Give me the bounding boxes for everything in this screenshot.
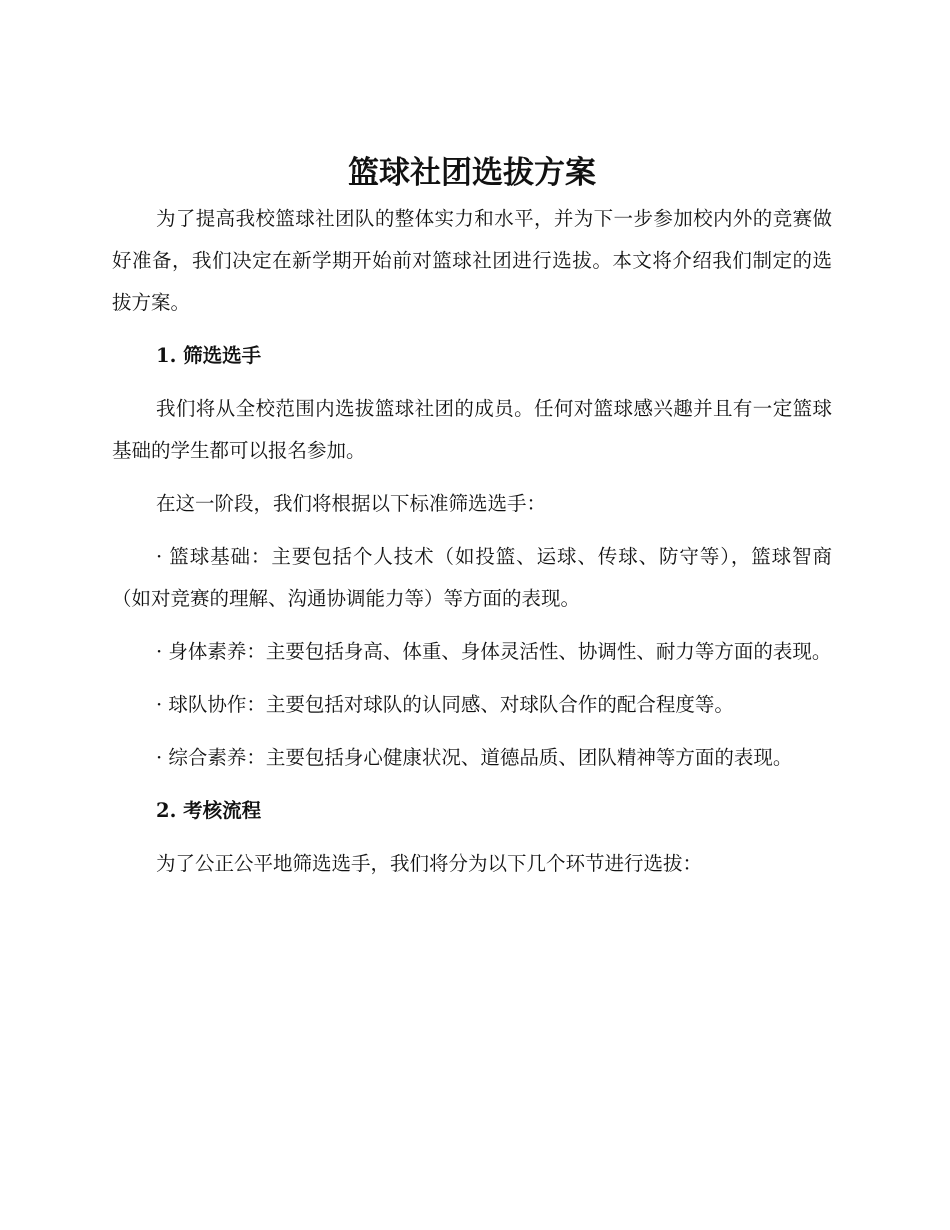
document-page [112,148,832,885]
spacer [112,525,832,536]
spacer [112,779,832,790]
section-heading-screening: 1. 筛选选手 [156,344,262,367]
spacer [112,832,832,843]
intro-paragraph: 为了提高我校篮球社团队的整体实力和水平，并为下一步参加校内外的竞赛做好准备，我们决定在新学期开始前对篮球社团进行选拔。本文将介绍我们制定的选拔方案。 [112,207,832,314]
criteria-item-overall: · 综合素养：主要包括身心健康状况、道德品质、团队精神等方面的表现。 [156,746,793,769]
spacer [112,472,832,483]
process-paragraph-1: 为了公正公平地筛选选手，我们将分为以下几个环节进行选拔： [156,852,703,875]
spacer [112,726,832,737]
spacer [112,377,832,388]
section-heading-process: 2. 考核流程 [156,799,262,822]
spacer [112,673,832,684]
screening-paragraph-2: 在这一阶段，我们将根据以下标准筛选选手： [156,492,547,515]
spacer [112,620,832,631]
criteria-item-physical: · 身体素养：主要包括身高、体重、身体灵活性、协调性、耐力等方面的表现。 [156,640,832,663]
criteria-item-basics: · 篮球基础：主要包括个人技术（如投篮、运球、传球、防守等），篮球智商（如对竞赛的理解、沟通协调能力等）等方面的表现。 [112,545,832,610]
screening-paragraph-1: 我们将从全校范围内选拔篮球社团的成员。任何对篮球感兴趣并且有一定篮球基础的学生都可以报名参加。 [112,397,832,462]
document-title: 篮球社团选拔方案 [348,155,596,191]
spacer [112,324,832,335]
criteria-item-teamwork: · 球队协作：主要包括对球队的认同感、对球队合作的配合程度等。 [156,693,734,716]
